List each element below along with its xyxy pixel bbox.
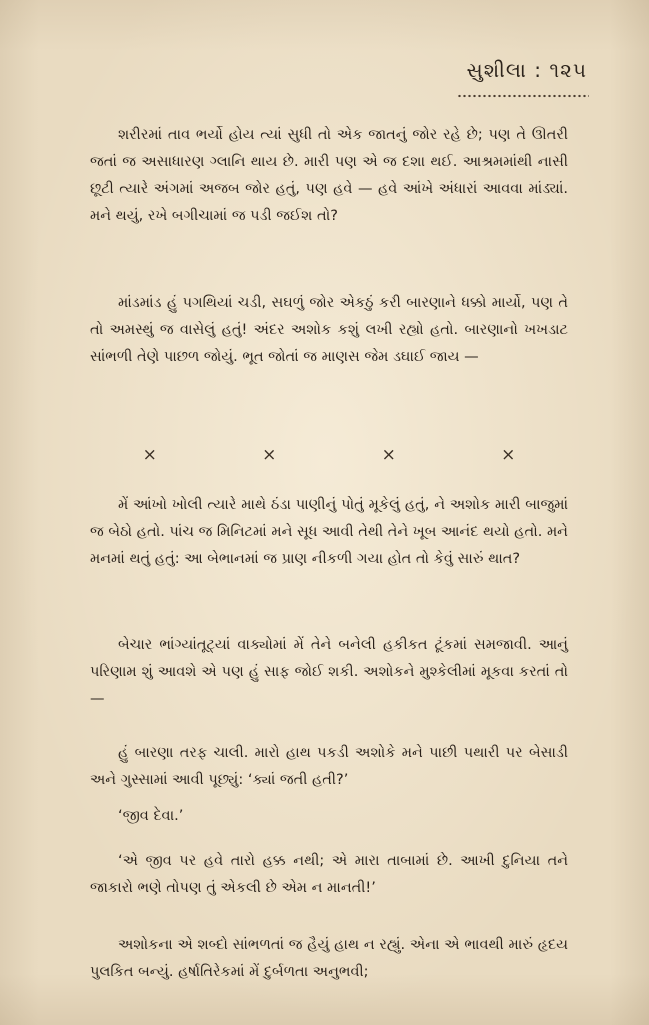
running-header: સુશીલા : ૧૨૫: [466, 58, 587, 82]
header-dotted-rule: [457, 94, 589, 98]
paragraph-3: મેં આંખો ખોલી ત્યારે માથે ઠંડા પાણીનું પોતું મૂકેલું હતું, ને અશોક મારી બાજુમાં જ બેઠો હતો. પાંચ જ મિનિટમાં મને સૂધ આવી તેથી તેને ખૂબ આનંદ થયો હતો. મને મનમાં થતું હતું: આ બેભાનમાં જ પ્રાણ નીકળી ગયા હોત તો કેવું સારું થાત?: [90, 497, 568, 567]
section-separator: [90, 445, 568, 465]
separator-mark: ×: [142, 445, 157, 465]
paragraph-6: ‘જીવ દેવા.’: [118, 808, 184, 824]
paragraph-5: હું બારણા તરફ ચાલી. મારો હાથ પકડી અશોકે મને પાછી પથારી પર બેસાડી અને ગુસ્સામાં આવી પૂછ્યું: ‘ક્યાં જતી હતી?’: [90, 745, 568, 788]
paragraph-8: અશોકના એ શબ્દો સાંભળતાં જ હૈયું હાથ ન રહ્યું. એના એ ભાવથી મારું હૃદય પુલકિત બન્યું. હર્ષાતિરેકમાં મેં દુર્બળતા અનુભવી;: [90, 937, 568, 980]
paragraph-7: ‘એ જીવ પર હવે તારો હક્ક નથી; એ મારા તાબામાં છે. આખી દુનિયા તને જાકારો ભણે તોપણ તું એકલી છે એમ ન માનતી!’: [90, 853, 568, 896]
paragraph-2: માંડમાંડ હું પગથિયાં ચડી, સઘળું જોર એકઠું કરી બારણાને ધક્કો માર્યો, પણ તે તો અમસ્થું જ વાસેલું હતું! અંદર અશોક કશું લખી રહ્યો હતો. બારણાનો ખખડાટ સાંભળી તેણે પાછળ જોયું. ભૂત જોતાં જ માણસ જેમ ડઘાઈ જાય —: [90, 295, 568, 365]
paragraph-4: બેચાર ભાંગ્યાંતૂટ્યાં વાક્યોમાં મેં તેને બનેલી હકીકત ટૂંકમાં સમજાવી. આનું પરિણામ શું આવશે એ પણ હું સાફ જોઈ શકી. અશોકને મુશ્કેલીમાં મૂકવા કરતાં તો —: [90, 637, 568, 707]
paragraph-1: શરીરમાં તાવ ભર્યો હોય ત્યાં સુધી તો એક જાતનું જોર રહે છે; પણ તે ઊતરી જતાં જ અસાધારણ ગ્લાનિ થાય છે. મારી પણ એ જ દશા થઈ. આશ્રમમાંથી નાસી છૂટી ત્યારે અંગમાં અજબ જોર હતું, પણ હવે — હવે આંખે અંધારાં આવવા માંડ્યાં. મને થયું, રખે બગીચામાં જ પડી જઈશ તો?: [90, 127, 568, 224]
separator-mark: ×: [262, 445, 277, 465]
separator-mark: ×: [381, 445, 396, 465]
separator-mark: ×: [501, 445, 516, 465]
